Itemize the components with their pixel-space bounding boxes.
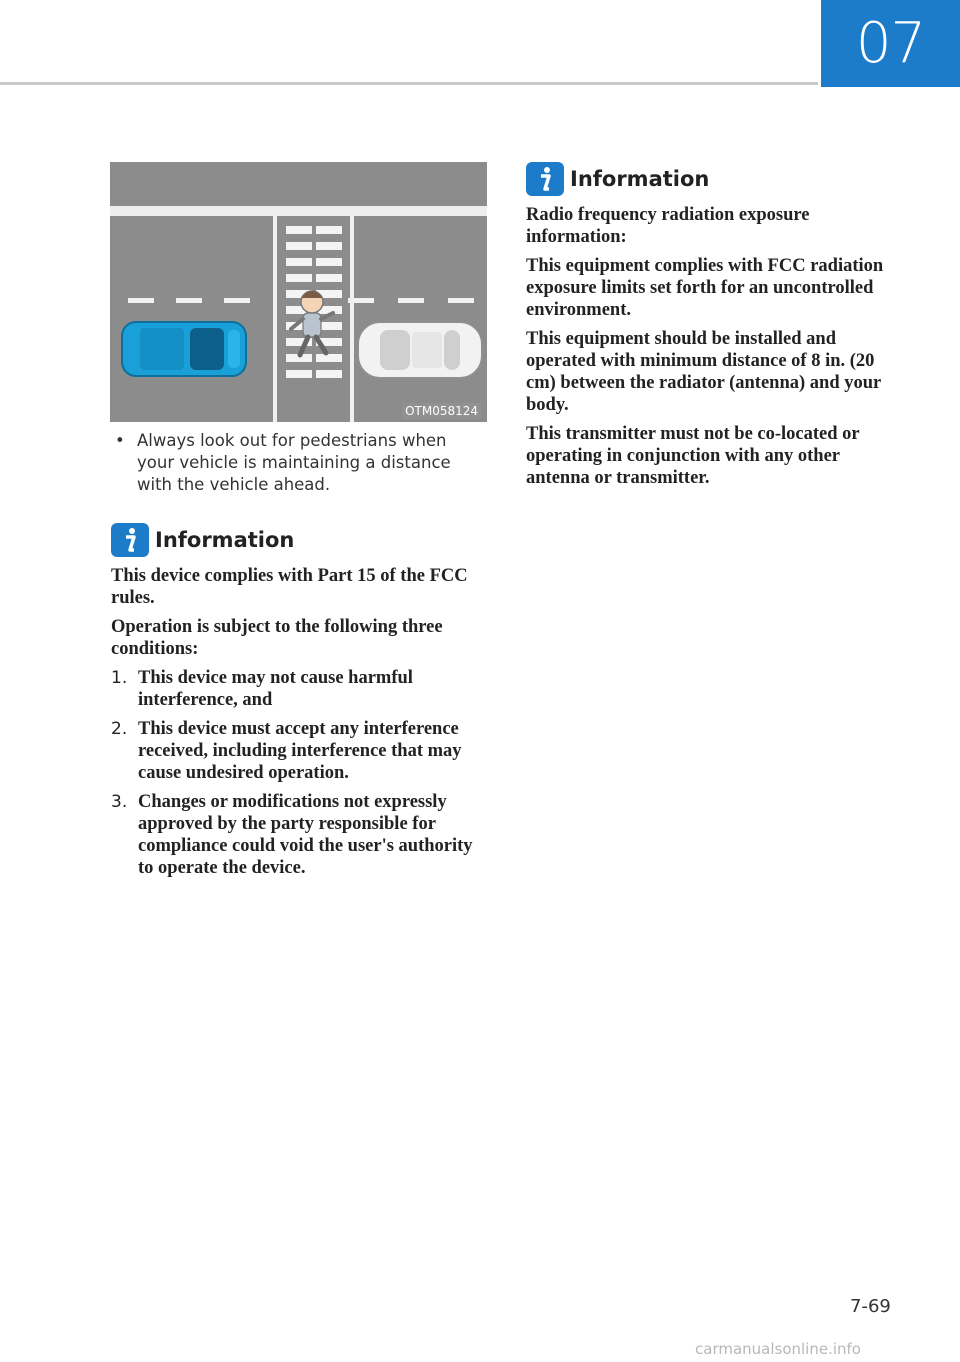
list-number: 2.: [111, 719, 128, 739]
figure-code: OTM058124: [402, 403, 481, 419]
right-info-body: [526, 204, 902, 496]
info-heading-right: [526, 162, 709, 196]
paragraph: This device complies with Part 15 of the FCC rules.: [111, 566, 468, 608]
info-icon: [526, 162, 564, 196]
bullet-note: [113, 430, 483, 496]
info-icon: [111, 523, 149, 557]
list-item: [111, 718, 487, 784]
info-title: Information: [155, 528, 295, 552]
paragraph: This equipment should be installed and operated with minimum distance of 8 in. (20 cm) between the radiator (antenna) and your body.: [526, 329, 881, 415]
header-rule: [0, 82, 818, 85]
list-number: 1.: [111, 668, 128, 688]
bullet-icon: •: [115, 431, 125, 450]
conditions-list: [111, 667, 487, 879]
blue-car: [122, 322, 246, 376]
list-text: Changes or modifications not expressly approved by the party responsible for compliance could void the user's authority to operate the device.: [138, 792, 473, 878]
chapter-tab: 07: [821, 0, 960, 87]
left-info-body: [111, 565, 487, 886]
road-scene: [110, 162, 487, 422]
info-heading-left: [111, 523, 294, 557]
info-title: Information: [570, 167, 710, 191]
list-text: This device must accept any interference received, including interference that may cause undesired operation.: [138, 719, 462, 783]
paragraph: Operation is subject to the following three conditions:: [111, 617, 443, 659]
list-item: [111, 791, 487, 879]
paragraph: Radio frequency radiation exposure information:: [526, 205, 810, 247]
crosswalk-illustration: [110, 162, 487, 422]
list-number: 3.: [111, 792, 128, 812]
list-text: This device may not cause harmful interference, and: [138, 668, 413, 710]
paragraph: This equipment complies with FCC radiation exposure limits set forth for an uncontrolled environment.: [526, 256, 884, 320]
paragraph: This transmitter must not be co-located or operating in conjunction with any other antenna or transmitter.: [526, 424, 860, 488]
list-item: [111, 667, 487, 711]
watermark: carmanualsonline.info: [695, 1340, 861, 1358]
page-number: 7-69: [850, 1296, 891, 1317]
bullet-text: Always look out for pedestrians when your vehicle is maintaining a distance with the vehicle ahead.: [137, 431, 451, 494]
white-car: [358, 322, 482, 378]
